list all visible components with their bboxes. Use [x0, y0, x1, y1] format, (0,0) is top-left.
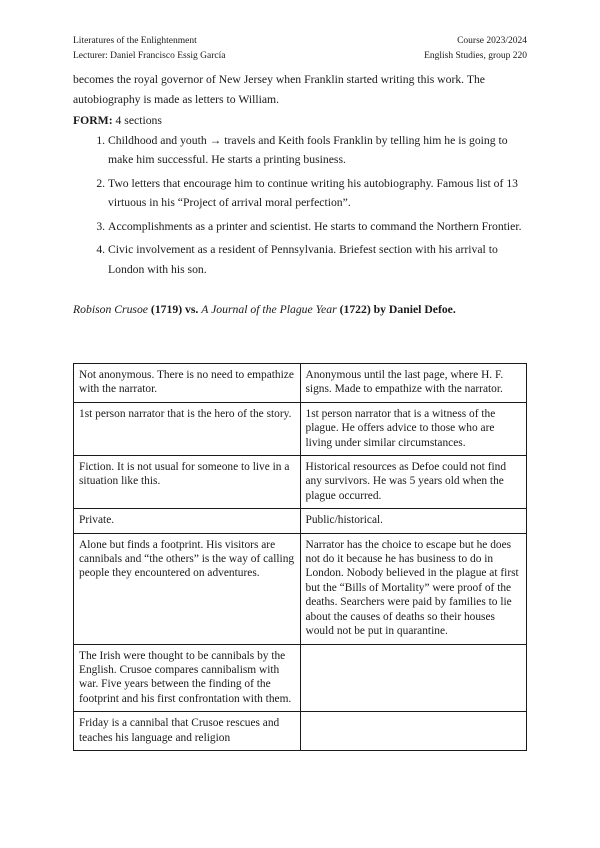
page-header — [73, 34, 527, 64]
table-row — [74, 533, 527, 644]
intro-paragraph: becomes the royal governor of New Jersey when Franklin started writing this work. The autobiography is made as letters to William. — [73, 73, 485, 106]
table-row — [74, 364, 527, 403]
list-item: 3. Accomplishments as a printer and scientist. He starts to command the Northern Frontier. — [108, 217, 530, 237]
table-cell: Public/historical. — [300, 509, 527, 533]
comparison-heading — [73, 300, 530, 320]
table-cell — [300, 712, 527, 751]
table-cell — [300, 644, 527, 712]
lecturer: Lecturer: Daniel Francisco Essig García — [73, 51, 226, 61]
form-line — [73, 111, 530, 131]
heading-title-2: A Journal of the Plague Year — [201, 303, 337, 316]
list-item: 4. Civic involvement as a resident of Pennsylvania. Briefest section with his arrival to London with his son. — [108, 240, 530, 279]
header-row-2 — [73, 49, 527, 64]
table-row — [74, 509, 527, 533]
table-cell: Anonymous until the last page, where H. F. signs. Made to empathize with the narrator. — [300, 364, 527, 403]
table-row — [74, 456, 527, 509]
sections-list — [73, 131, 530, 280]
table-cell: Narrator has the choice to escape but he does not do it because he has business to do in London. Nobody believed in the plague at first but the “Bills of Mortality” were proof of the deaths. Searchers were paid by families to lie about the causes of deaths so their houses would not be put in quarantine. — [300, 533, 527, 644]
comparison-table — [73, 363, 527, 751]
table-cell: Friday is a cannibal that Crusoe rescues and teaches his language and religion — [74, 712, 301, 751]
table-row — [74, 644, 527, 712]
list-item: 1. Childhood and youth → travels and Keith fools Franklin by telling him he is going to make him successful. He starts a printing business. — [108, 131, 530, 170]
course-title: Literatures of the Enlightenment — [73, 36, 197, 46]
heading-year-2: (1722) by Daniel Defoe. — [336, 303, 456, 316]
table-cell: 1st person narrator that is a witness of the plague. He offers advice to those who are living under similar circumstances. — [300, 402, 527, 455]
table-cell: Alone but finds a footprint. His visitors are cannibals and “the others” is the way of calling people they encountered on adventures. — [74, 533, 301, 644]
group: English Studies, group 220 — [424, 51, 527, 61]
table-cell: Not anonymous. There is no need to empathize with the narrator. — [74, 364, 301, 403]
table-cell: The Irish were thought to be cannibals by the English. Crusoe compares cannibalism with war. Five years between the finding of the footprint and his first confrontation with them. — [74, 644, 301, 712]
heading-year-1: (1719) — [148, 303, 186, 316]
table-cell: 1st person narrator that is the hero of the story. — [74, 402, 301, 455]
heading-vs: vs. — [185, 303, 199, 316]
heading-title-1: Robison Crusoe — [73, 303, 148, 316]
list-item: 2. Two letters that encourage him to continue writing his autobiography. Famous list of 13 virtuous in his “Project of arrival moral perfection”. — [108, 174, 530, 213]
course-year: Course 2023/2024 — [457, 36, 527, 46]
form-text: 4 sections — [112, 114, 162, 127]
table-cell: Historical resources as Defoe could not find any survivors. He was 5 years old when the plague occurred. — [300, 456, 527, 509]
table-cell: Fiction. It is not usual for someone to live in a situation like this. — [74, 456, 301, 509]
table-cell: Private. — [74, 509, 301, 533]
form-label: FORM: — [73, 114, 113, 127]
header-row-1 — [73, 34, 527, 49]
table-row — [74, 402, 527, 455]
table-row — [74, 712, 527, 751]
document-body — [73, 70, 530, 320]
